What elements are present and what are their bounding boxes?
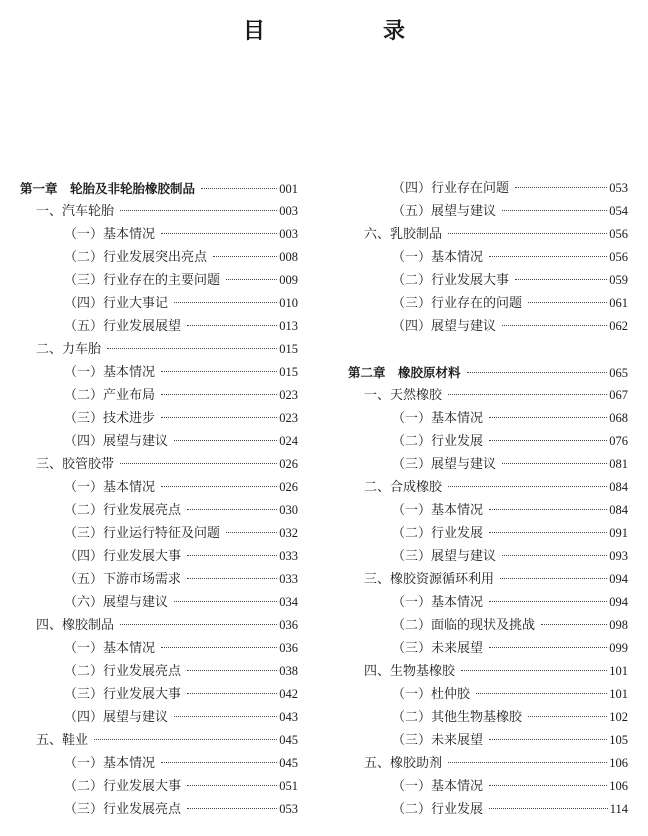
toc-entry-page: 054 [609, 204, 628, 218]
toc-entry-page: 051 [279, 779, 298, 793]
toc-entry-page: 038 [279, 664, 298, 678]
dot-leader [187, 693, 277, 694]
toc-entry-page: 034 [279, 595, 298, 609]
toc-entry-label: 第一章 轮胎及非轮胎橡胶制品 [20, 181, 196, 196]
toc-entry-page: 067 [609, 388, 628, 402]
toc-entry-page: 094 [609, 572, 628, 586]
toc-entry-label: （三）行业运行特征及问题 [64, 526, 221, 541]
toc-entry-label: （二）行业发展亮点 [64, 503, 182, 518]
dot-leader [161, 233, 277, 234]
toc-section[interactable] [348, 752, 628, 775]
dot-leader [161, 762, 277, 763]
dot-leader [467, 372, 608, 373]
dot-leader [161, 371, 277, 372]
dot-leader [201, 188, 277, 189]
toc-subsection[interactable] [20, 752, 298, 775]
toc-entry-label: 一、天然橡胶 [364, 388, 443, 403]
toc-subsection[interactable] [20, 637, 298, 660]
toc-entry-page: 045 [279, 756, 298, 770]
toc-entry-label: （三）技术进步 [64, 411, 156, 426]
toc-section[interactable] [348, 476, 628, 499]
page-title: 目 录 [242, 19, 453, 44]
toc-entry-label: 二、力车胎 [36, 342, 102, 357]
toc-entry-page: 056 [609, 227, 628, 241]
dot-leader [213, 256, 277, 257]
dot-leader [476, 693, 607, 694]
toc-entry-page: 068 [609, 411, 628, 425]
dot-leader [489, 417, 607, 418]
toc-entry-page: 093 [609, 549, 628, 563]
toc-section[interactable] [348, 568, 628, 591]
toc-subsection[interactable] [348, 637, 628, 660]
dot-leader [502, 555, 607, 556]
toc-subsection[interactable] [20, 246, 298, 269]
toc-entry-page: 008 [279, 250, 298, 264]
toc-entry-label: （一）基本情况 [392, 503, 484, 518]
dot-leader [448, 762, 607, 763]
toc-entry-page: 032 [279, 526, 298, 540]
toc-entry-page: 009 [279, 273, 298, 287]
toc-section[interactable] [20, 729, 298, 752]
toc-entry-label: （三）展望与建议 [392, 549, 497, 564]
toc-entry-label: 三、橡胶资源循环利用 [364, 572, 495, 587]
toc-subsection[interactable] [348, 430, 628, 453]
toc-subsection[interactable] [348, 177, 628, 200]
toc-section[interactable] [20, 200, 298, 223]
toc-entry-page: 106 [609, 779, 628, 793]
toc-entry-page: 024 [279, 434, 298, 448]
toc-entry-page: 036 [279, 618, 298, 632]
toc-entry-page: 036 [279, 641, 298, 655]
toc-entry-label: （一）基本情况 [64, 756, 156, 771]
dot-leader [187, 555, 277, 556]
toc-entry-label: （一）基本情况 [64, 480, 156, 495]
toc-section[interactable] [20, 338, 298, 361]
dot-leader [187, 325, 277, 326]
toc-entry-page: 076 [609, 434, 628, 448]
toc-entry-label: 四、橡胶制品 [36, 618, 115, 633]
dot-leader [489, 739, 607, 740]
toc-entry-label: （一）基本情况 [64, 365, 156, 380]
toc-entry-label: （一）基本情况 [392, 595, 484, 610]
dot-leader [541, 624, 607, 625]
toc-entry-label: （二）其他生物基橡胶 [392, 710, 523, 725]
toc-subsection[interactable] [20, 545, 298, 568]
toc-entry-label: （二）行业发展 [392, 434, 484, 449]
toc-entry-label: （五）展望与建议 [392, 204, 497, 219]
toc-subsection[interactable] [348, 246, 628, 269]
toc-subsection[interactable] [20, 269, 298, 292]
toc-entry-label: （三）行业存在的主要问题 [64, 273, 221, 288]
dot-leader [489, 601, 607, 602]
toc-entry-page: 026 [279, 457, 298, 471]
toc-entry-label: （二）行业发展 [392, 526, 484, 541]
toc-right-column [348, 177, 628, 821]
toc-subsection[interactable] [348, 798, 628, 821]
toc-entry-page: 099 [609, 641, 628, 655]
dot-leader [187, 785, 277, 786]
toc-entry-label: （二）面临的现状及挑战 [392, 618, 536, 633]
toc-subsection[interactable] [20, 706, 298, 729]
toc-subsection[interactable] [348, 614, 628, 637]
toc-entry-label: 三、胶管胶带 [36, 457, 115, 472]
toc-entry-page: 023 [279, 411, 298, 425]
toc-entry-page: 101 [609, 664, 628, 678]
toc-chapter[interactable] [348, 361, 628, 384]
dot-leader [174, 601, 277, 602]
toc-entry-label: （三）未来展望 [392, 641, 484, 656]
dot-leader [174, 716, 277, 717]
toc-entry-label: （一）基本情况 [392, 779, 484, 794]
toc-entry-page: 043 [279, 710, 298, 724]
toc-entry-label: （二）行业发展大事 [64, 779, 182, 794]
toc-entry-page: 010 [279, 296, 298, 310]
toc-subsection[interactable] [20, 292, 298, 315]
toc-entry-page: 045 [279, 733, 298, 747]
toc-entry-page: 033 [279, 549, 298, 563]
toc-entry-label: 五、鞋业 [36, 733, 89, 748]
dot-leader [226, 279, 277, 280]
toc-entry-label: （四）展望与建议 [392, 319, 497, 334]
toc-subsection[interactable] [20, 591, 298, 614]
dot-leader [528, 302, 607, 303]
dot-leader [502, 463, 607, 464]
toc-entry-label: （一）基本情况 [64, 227, 156, 242]
dot-leader [448, 394, 607, 395]
toc-entry-page: 015 [279, 342, 298, 356]
toc-entry-label: （一）基本情况 [392, 250, 484, 265]
toc-entry-page: 033 [279, 572, 298, 586]
toc-subsection[interactable] [20, 315, 298, 338]
dot-leader [515, 279, 607, 280]
dot-leader [94, 739, 277, 740]
toc-entry-label: 二、合成橡胶 [364, 480, 443, 495]
toc-entry-label: （四）行业大事记 [64, 296, 169, 311]
toc-section[interactable] [348, 223, 628, 246]
toc-entry-label: （一）基本情况 [64, 641, 156, 656]
toc-entry-label: （二）行业发展亮点 [64, 664, 182, 679]
toc-entry-label: （五）行业发展展望 [64, 319, 182, 334]
dot-leader [489, 532, 607, 533]
toc-entry-label: （三）行业发展亮点 [64, 802, 182, 817]
dot-leader [448, 233, 607, 234]
dot-leader [489, 256, 607, 257]
toc-subsection[interactable] [20, 430, 298, 453]
toc-subsection[interactable] [20, 476, 298, 499]
toc-entry-page: 101 [609, 687, 628, 701]
toc-subsection[interactable] [348, 545, 628, 568]
toc-subsection[interactable] [20, 683, 298, 706]
toc-entry-page: 098 [609, 618, 628, 632]
toc-section[interactable] [20, 614, 298, 637]
toc-entry-page: 042 [279, 687, 298, 701]
toc-chapter[interactable] [20, 177, 298, 200]
dot-leader [187, 578, 277, 579]
toc-entry-label: （二）行业发展大事 [392, 273, 510, 288]
toc-entry-page: 056 [609, 250, 628, 264]
toc-subsection[interactable] [20, 660, 298, 683]
toc-entry-page: 059 [609, 273, 628, 287]
toc-entry-page: 015 [279, 365, 298, 379]
toc-subsection[interactable] [348, 499, 628, 522]
toc-entry-page: 091 [609, 526, 628, 540]
toc-entry-label: （二）行业发展突出亮点 [64, 250, 208, 265]
toc-entry-page: 106 [609, 756, 628, 770]
toc-entry-label: （一）基本情况 [392, 411, 484, 426]
toc-entry-page: 003 [279, 227, 298, 241]
toc-entry-page: 053 [279, 802, 298, 816]
dot-leader [500, 578, 607, 579]
dot-leader [489, 440, 607, 441]
dot-leader [489, 785, 607, 786]
dot-leader [489, 808, 608, 809]
dot-leader [107, 348, 277, 349]
dot-leader [528, 716, 607, 717]
toc-subsection[interactable] [348, 407, 628, 430]
toc-entry-label: （四）行业发展大事 [64, 549, 182, 564]
dot-leader [161, 486, 277, 487]
toc-subsection[interactable] [20, 798, 298, 821]
toc-entry-label: 一、汽车轮胎 [36, 204, 115, 219]
toc-section[interactable] [348, 660, 628, 683]
toc-entry-label: （四）行业存在问题 [392, 181, 510, 196]
toc-subsection[interactable] [348, 200, 628, 223]
toc-entry-page: 001 [279, 182, 298, 196]
toc-subsection[interactable] [20, 499, 298, 522]
toc-left-column [20, 177, 298, 821]
toc-section[interactable] [20, 453, 298, 476]
toc-subsection[interactable] [348, 315, 628, 338]
toc-entry-page: 013 [279, 319, 298, 333]
toc-entry-page: 023 [279, 388, 298, 402]
toc-section[interactable] [348, 384, 628, 407]
dot-leader [489, 647, 607, 648]
toc-entry-page: 065 [609, 366, 628, 380]
dot-leader [489, 509, 607, 510]
dot-leader [161, 394, 277, 395]
dot-leader [461, 670, 607, 671]
dot-leader [187, 670, 277, 671]
toc-subsection[interactable] [348, 292, 628, 315]
toc-entry-page: 003 [279, 204, 298, 218]
toc-subsection[interactable] [20, 384, 298, 407]
toc-entry-page: 026 [279, 480, 298, 494]
toc-subsection[interactable] [348, 683, 628, 706]
toc-entry-page: 053 [609, 181, 628, 195]
toc-entry-page: 114 [609, 802, 628, 816]
toc-subsection[interactable] [348, 522, 628, 545]
toc-entry-label: （五）下游市场需求 [64, 572, 182, 587]
toc-entry-page: 084 [609, 503, 628, 517]
toc-entry-label: 四、生物基橡胶 [364, 664, 456, 679]
dot-leader [187, 509, 277, 510]
section-gap [348, 338, 628, 361]
toc-entry-label: （二）产业布局 [64, 388, 156, 403]
dot-leader [502, 325, 607, 326]
toc-entry-page: 094 [609, 595, 628, 609]
toc-subsection[interactable] [20, 407, 298, 430]
toc-entry-label: （四）展望与建议 [64, 710, 169, 725]
toc-entry-page: 105 [609, 733, 628, 747]
toc-subsection[interactable] [348, 453, 628, 476]
toc-entry-label: （三）行业存在的问题 [392, 296, 523, 311]
dot-leader [174, 302, 277, 303]
toc-entry-page: 102 [609, 710, 628, 724]
toc-subsection[interactable] [348, 591, 628, 614]
toc-entry-label: （六）展望与建议 [64, 595, 169, 610]
dot-leader [174, 440, 277, 441]
toc-subsection[interactable] [20, 223, 298, 246]
toc-subsection[interactable] [348, 269, 628, 292]
toc-entry-label: 六、乳胶制品 [364, 227, 443, 242]
dot-leader [502, 210, 607, 211]
toc-subsection[interactable] [348, 729, 628, 752]
dot-leader [161, 647, 277, 648]
dot-leader [515, 187, 607, 188]
dot-leader [226, 532, 277, 533]
toc-subsection[interactable] [348, 706, 628, 729]
dot-leader [120, 463, 277, 464]
dot-leader [161, 417, 277, 418]
toc-entry-label: 五、橡胶助剂 [364, 756, 443, 771]
toc-entry-page: 061 [609, 296, 628, 310]
toc-entry-label: 第二章 橡胶原材料 [348, 365, 461, 380]
dot-leader [120, 624, 277, 625]
toc-entry-page: 084 [609, 480, 628, 494]
dot-leader [120, 210, 277, 211]
toc-entry-label: （二）行业发展 [392, 802, 484, 817]
toc-entry-label: （四）展望与建议 [64, 434, 169, 449]
toc-subsection[interactable] [20, 522, 298, 545]
toc-entry-page: 062 [609, 319, 628, 333]
toc-subsection[interactable] [20, 568, 298, 591]
toc-subsection[interactable] [20, 775, 298, 798]
toc-entry-label: （三）行业发展大事 [64, 687, 182, 702]
dot-leader [187, 808, 277, 809]
toc-entry-page: 030 [279, 503, 298, 517]
toc-entry-page: 081 [609, 457, 628, 471]
toc-entry-label: （三）未来展望 [392, 733, 484, 748]
toc-subsection[interactable] [348, 775, 628, 798]
toc-subsection[interactable] [20, 361, 298, 384]
toc-entry-label: （三）展望与建议 [392, 457, 497, 472]
toc-entry-label: （一）杜仲胶 [392, 687, 471, 702]
dot-leader [448, 486, 607, 487]
